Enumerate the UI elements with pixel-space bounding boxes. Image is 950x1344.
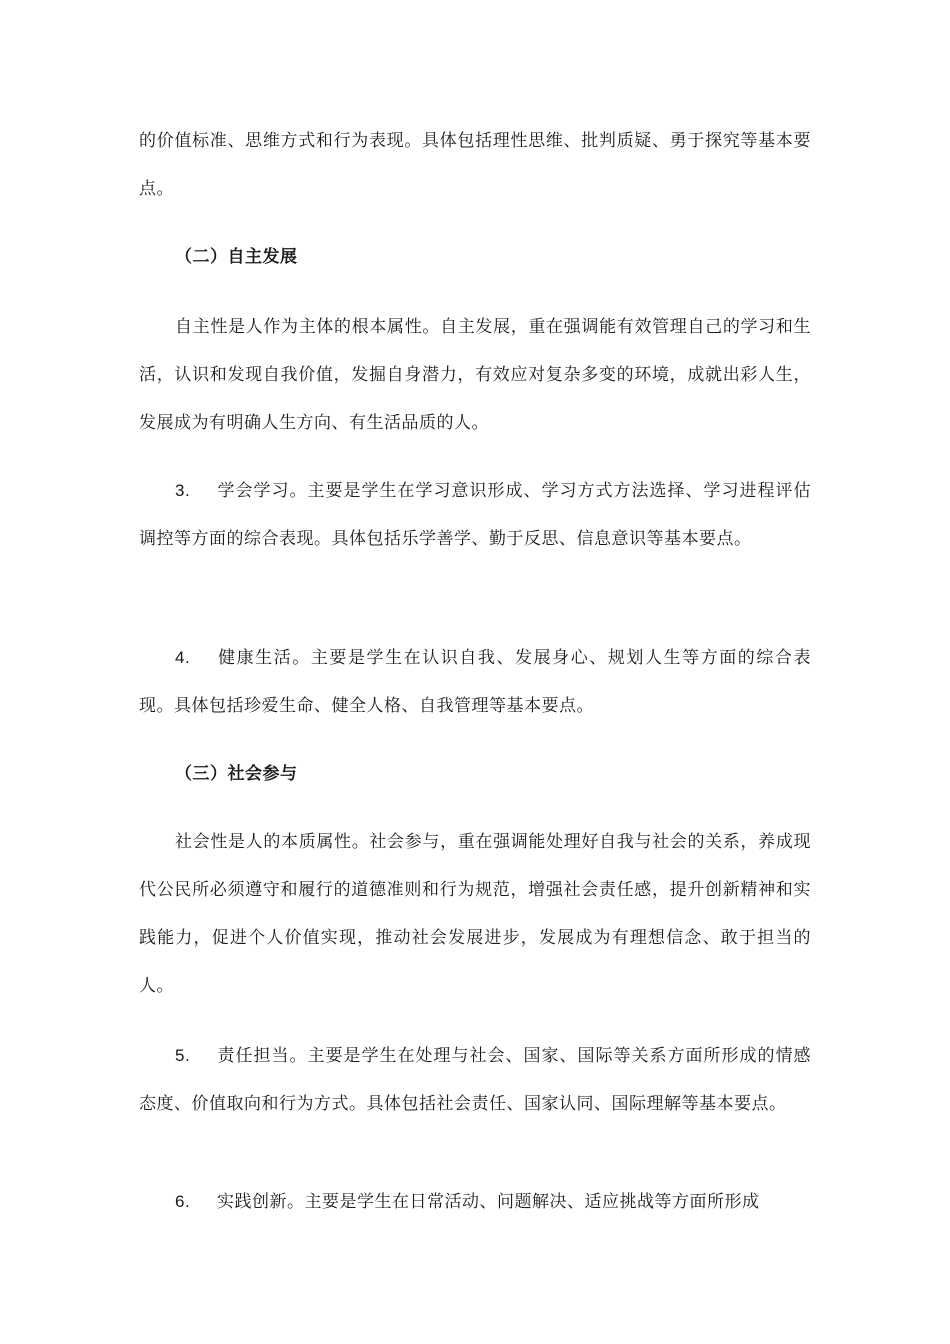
list-item-5 — [139, 1032, 811, 1128]
list-item-6 — [139, 1178, 811, 1226]
paragraph-continuation: 的价值标准、思维方式和行为表现。具体包括理性思维、批判质疑、勇于探究等基本要点。 — [139, 131, 811, 199]
list-item-number: 3. — [175, 481, 191, 500]
list-item-text: 实践创新。主要是学生在日常活动、问题解决、适应挑战等方面所形成 — [217, 1192, 760, 1212]
paragraph-sociality-intro: 社会性是人的本质属性。社会参与，重在强调能处理好自我与社会的关系，养成现代公民所必须遵守和履行的道德准则和行为规范，增强社会责任感，提升创新精神和实践能力，促进个人价值实现，推动社会发展进步，发展成为有理想信念、敢于担当的人。 — [139, 832, 811, 996]
section-heading-social-participation: （三）社会参与 — [175, 764, 298, 784]
list-item-text: 责任担当。主要是学生在处理与社会、国家、国际等关系方面所形成的情感态度、价值取向和行为方式。具体包括社会责任、国家认同、国际理解等基本要点。 — [139, 1046, 811, 1114]
list-item-number: 5. — [175, 1046, 191, 1065]
list-item-text: 健康生活。主要是学生在认识自我、发展身心、规划人生等方面的综合表现。具体包括珍爱生命、健全人格、自我管理等基本要点。 — [139, 648, 811, 716]
list-item-3 — [139, 467, 811, 563]
list-item-4 — [139, 634, 811, 730]
section-heading-autonomous-development: （二）自主发展 — [175, 247, 298, 267]
paragraph-autonomy-intro: 自主性是人作为主体的根本属性。自主发展，重在强调能有效管理自己的学习和生活，认识和发现自我价值，发掘自身潜力，有效应对复杂多变的环境，成就出彩人生，发展成为有明确人生方向、有生活品质的人。 — [139, 317, 811, 433]
list-item-number: 4. — [175, 648, 191, 667]
list-item-text: 学会学习。主要是学生在学习意识形成、学习方式方法选择、学习进程评估调控等方面的综合表现。具体包括乐学善学、勤于反思、信息意识等基本要点。 — [139, 481, 811, 549]
list-item-number: 6. — [175, 1192, 191, 1211]
